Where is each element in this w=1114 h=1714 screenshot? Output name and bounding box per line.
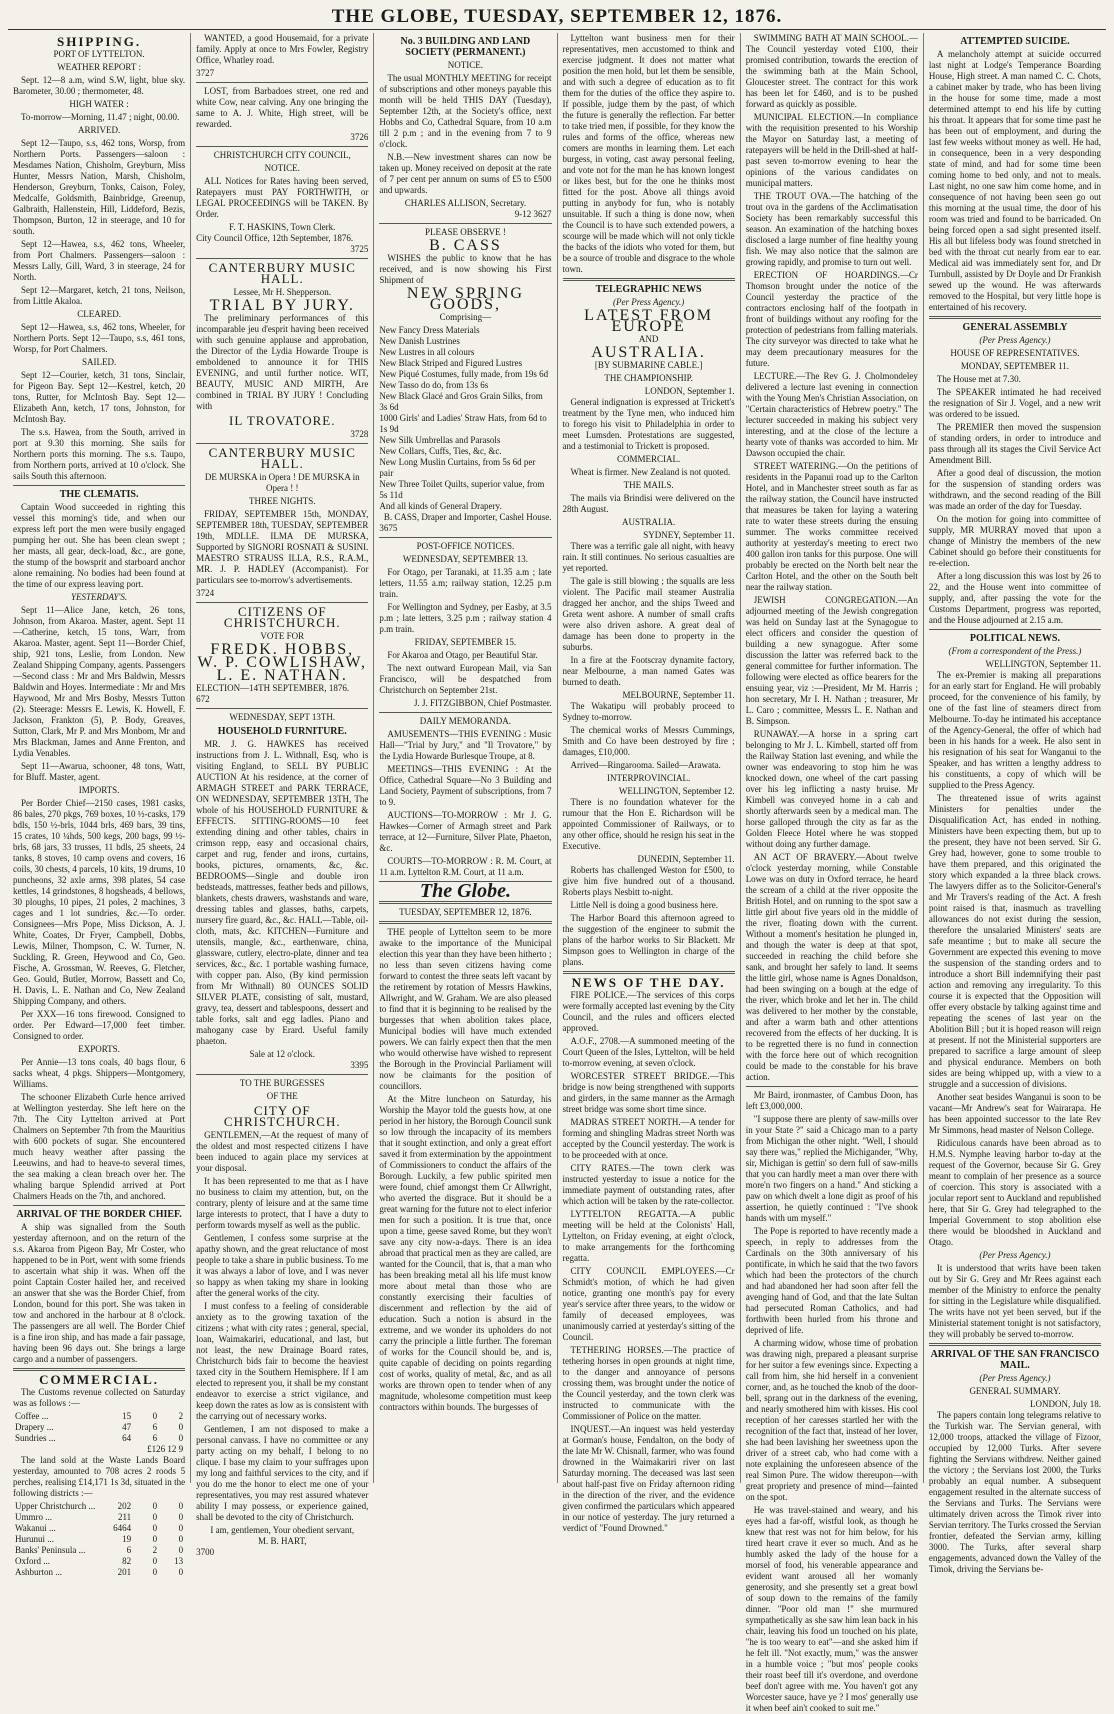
news-text-3: WORCESTER STREET BRIDGE.—This bridge is now being strengthened with supports and girders, in the same manner as the Armagh street bridge was some short time since. [562, 1071, 735, 1114]
lecture-text: LECTURE.—The Rev G. J. Cholmondeley delivered a lecture last evening in connection with the Young Men's Christian Association, on "Certain characteristics of Hebrew poetry." The lecturer succeeded in making his subject very interesting, and at the close of the lecture a hearty vote of thanks was accorded to him. Mr Dawson occupied the chair. [745, 371, 918, 458]
column-3 [374, 33, 557, 1483]
wednesday-line: WEDNESDAY, SEPT 13TH. [229, 712, 336, 722]
vote-for: VOTE FOR [260, 631, 305, 641]
goods-item: New Danish Lustrines [379, 336, 460, 346]
aus-title: AUSTRALIA. [621, 517, 676, 527]
land-roods: 0 [152, 1556, 158, 1566]
building-text: The usual MONTHLY MEETING for receipt of subscriptions and other moneys payable this month will be held THIS DAY (Tuesday), September 12th, at the Society's office, next Hobbs and Co, Cathedral Square, from 10 a.m till 2 p.m ; and in the evening from 7 to 9 o'clock. [379, 73, 552, 149]
council-text: ALL Notices for Rates having been served, Ratepayers must PAY FORTHWITH, or LEGAL PROCEEDINGS will be TAKEN. By Order. [196, 176, 369, 219]
table-row [13, 1411, 185, 1422]
land-district: Banks' Peninsula ... [15, 1545, 86, 1555]
land-acres: 6 [126, 1545, 132, 1555]
nights-number: 3724 [196, 588, 215, 598]
divider [379, 712, 551, 713]
land-acres: 201 [117, 1567, 132, 1577]
three-nights: THREE NIGHTS. [249, 496, 316, 506]
building-sign: CHARLES ALLISON, Secretary. [404, 198, 527, 208]
jewish-text: JEWISH CONGREGATION.—An adjourned meeting of the Jewish congregation was held on Sunday last at the Synagogue to elect officers and consider the question of building a new synagogue. After some discussion the latter was referred back to the general committee for further information. The following were elected as office bearers for the ensuing year, viz :—President, Mr M. Harris ; hon secretary, Mr I. H. Nathan ; treasurer, Mr L. Caro ; committee, Messrs L. E. Nathan and B. Simpson. [745, 595, 918, 726]
hoarding-text: ERECTION OF HOARDINGS.—Cr Thomson brought under the notice of the Council yesterday the practice of the contractors enclosing half of the footpath in front of buildings without any roofing for the protection of pedestrians from falling materials. The city surveyor was directed to take what he may deem precautionary measures for the future. [745, 270, 918, 368]
of-the: OF THE [266, 1091, 298, 1101]
trial-by-jury: TRIAL BY JURY. [209, 297, 355, 314]
music-hall-number: 3728 [350, 429, 369, 439]
suicide-text: A melancholy attempt at suicide occurred last night at Lodge's Temperance Boarding House, High street. A man named C. C. Chots, a cabinet maker by trade, who has been living in the house for some time, made a most determined attempt to end his life by cutting his throat. It appears that for some time past he has been out of employment, and during the last few weeks without money as well. He had, in consequence, been in a very desponding state of mind, and had for some time been coming home to bed only, and not to meals. Last night, no one saw him come home, and in consequence of not having been seen go out this morning at the usual time, the door of his room was tried and found to be barricaded. On being forced open a sad sight presented itself. His all but lifeless body was found stretched in bed with the throat cut nearly from ear to ear. Medical aid was immediately sent for, and Dr Turnbull, assisted by Dr Doyle and Dr Frankish sewed up the wound. He was afterwards removed to the Hospital, but very little hope is entertained of his recovery. [928, 49, 1102, 312]
murska-line: DE MURSKA in Opera ! DE MURSKA in Opera ! ! [204, 472, 360, 493]
council-number: 3725 [350, 244, 369, 254]
imports-text-2: Per XXX—16 tons firewood. Consigned to order. Per Edward—17,000 feet timber. Consigned to order. [13, 1009, 186, 1041]
political-text-2: The threatened issue of writs against Ministers for penalties under the Disqualification Act, has ended in nothing. Ministers have been expecting them, but up to the present, they have not been served. Sir G. Grey had, however, gone to some trouble to have them prepared, and this originated the story which expanded a la three black crows. The lawyers differ as to the Solicitor-General's and Mr Travers's reading of the Act. A fresh point raised is that, inasmuch as travelling allowances do not exist during the session, therefore the unsalaried Ministers' seats are safe meantime ; but to make all secure the Government are expected this evening to move the suspension of the standing orders and to introduce a short Bill indemnifying their past action and removing any irregularity. To this course it is expected that the Opposition will offer every obstacle by talking against time and repeating the scenes of last year on the Abolition Bill ; but it is hoped reason will reign at present. If not the Ministerial supporters are prepared to sacrifice a large amount of sleep and physical endurance. Members on both sides are being whipped up, with a view to a struggle and a succession of divisions. [928, 793, 1102, 1089]
burgesses-text-4: I must confess to a feeling of considerable anxiety as to the growing taxation of the citizens ; what with city rates ; general, special, loan, Waimakariri, educational, and last, but not least, the new Drainage Board rates, Christchurch bids fair to become the heaviest taxed city in the Southern Hemisphere. If I am elected to represent you, it shall be my constant endeavor to exercise a strict vigilance, and keep down the rates as low as is consistent with the carrying out of necessary works. [196, 1301, 369, 1421]
house-title: HOUSE OF REPRESENTATIVES. [950, 348, 1080, 358]
land-district: Hurunui ... [15, 1534, 54, 1544]
mails-title: THE MAILS. [623, 480, 674, 490]
table-row [13, 1534, 185, 1545]
muni-text: MUNICIPAL ELECTION.—In compliance with the requisition presented to his Worship the Mayor on Saturday last, a meeting of ratepayers will be held in the Drill-shed at half-past seven to-morrow evening to hear the opinions of the various candidates on municipal matters. [745, 112, 918, 188]
land-perches: 0 [178, 1501, 184, 1511]
bath-text: SWIMMING BATH AT MAIN SCHOOL.—The Council yesterday voted £100, their promised contribution, towards the erection of the swimming bath at the Main School, Gloucester street. The contract for this work has been let for £460, and is to be pushed forward as quickly as possible. [745, 33, 918, 109]
customs-pence: 0 [178, 1422, 184, 1432]
high-water-head: HIGH WATER : [69, 99, 129, 109]
memo-text-2: MEETINGS—THIS EVENING : At the Office, Cathedral Square—No 3 Building and Land Society, Payment of subscriptions, from 7 to 9. [379, 764, 552, 807]
arrived-text-3: Sept 12—Margaret, ketch, 21 tons, Neilson, from Little Akaloa. [13, 285, 186, 306]
comm-text: Wheat is firmer. New Zealand is not quoted. [570, 467, 731, 477]
customs-item: Sundries ... [15, 1433, 56, 1443]
building-notice: NOTICE. [447, 60, 484, 70]
cable-line: [BY SUBMARINE CABLE.] [594, 360, 703, 370]
tramp-text: He was travel-stained and weary, and his eyes had a far-off, wistful look, as though he knew that rest was not for him below, for his tired heart crave it ever so much. And as he humbly asked the lady of the house for a morsel of food, his venerable appearance and evident want aroused all her womanly generosity, and she presently set a great bowl of soup down to the remains of the family dinner. "Poor old man !" she murmured sympathetically as she saw him lean back in his chair, leaving his food un touched on his plate, "he is too weary to eat"—and she asked him if he felt ill. "Not exactly, mum," was the answer in a humble voice ; "but mos' people cooks their roast beef till it's overdone, and overdone beef don't agree with me. You haven't got any Worcester sauce, have ye ? I mos' generally use it when beef ain't cooked to suit me." [745, 1505, 918, 1713]
customs-item: Coffee ... [15, 1411, 49, 1421]
globe-date: TUESDAY, SEPTEMBER 12, 1876. [399, 907, 532, 917]
goods-item: New Fancy Dress Materials [379, 325, 480, 335]
cleared-head: CLEARED. [77, 309, 121, 319]
land-district: Oxford ... [15, 1556, 50, 1566]
saw-mill-text: "I suppose there are plenty of saw-mills over in your State ?" said a Chicago man to a party from Michigan the other night. "Well, I should say there was," replied the Michigander, "Why, sir, Michigan is gettin' so dern full of saw-mills that you can hardly meet a man over there with more'n two fingers on a hand." And sticking a paw on which dwelt a lone digit as proof of his assertion, he quietly continued : "I've shook hands with um myself." [745, 1114, 918, 1223]
divider [379, 537, 551, 538]
land-acres: 211 [118, 1512, 132, 1522]
summary-date: LONDON, July 18. [1030, 1399, 1102, 1409]
and-line: AND [638, 334, 659, 344]
leader-text-2: At the Mitre luncheon on Saturday, his Worship the Mayor told the guests how, at one period in her history, the Borough Council sunk so low through the incapacity of its members that it sought extinction, and only a great effort saved it from extermination by the appointment of Commissioners to conduct the affairs of the Borough. Luckily, a few public spirited men were found, chief amongst them Cr Allwright, who averted the disgrace. But it should be a great warning for the future not to elect inferior men for such a position. It is true that, once upon a time, geese saved Rome, but they won't save any city now-a-days. There is an idea abroad that practical men as they are called, are wanted for the Council, that is, that a man who has been breaking metal all his life must know more about metal than those who are constantly exercising their faculties of discernment and reflection by the aid of education. Such a notion is absurd in the extreme, and we wonder its upholders do not carry the principle a little further. The foreman of works for the Council should be, and is, quite capable of deciding on points regarding cost of works, quality of metal, &c, and as all works are thrown open to tender when of any magnitude, wholesome competition must keep contractors within bounds. The burgesses of [379, 1094, 552, 1412]
news-title: NEWS OF THE DAY. [571, 975, 726, 990]
building-number: 9-12 3627 [514, 209, 552, 219]
candidate-1: FREDK. HOBBS, [210, 641, 355, 658]
goods-item: 1000 Girls' and Ladies' Straw Hats, from 6d to 1s 9d [379, 413, 547, 434]
mails-text: The mails via Brindisi were delivered on the 28th August. [562, 493, 735, 514]
land-acres: 19 [122, 1534, 132, 1544]
widow-text: A charming widow, whose time of probation was drawing nigh, prepared a pleasant surprise for her suitor a few evenings since. Expecting a call from him, she hid herself in a convenient corner, and, as he touched the knob of the door-bell, sprang out in the darkness of the evening, and nearly smothered him with kisses. His cool reception of her caresses startled her with the recognition of the fact that, instead of her lover, she had been lavishing her sweetness upon the driver of a street cab, who had come with a note explaining the unforeseen absence of the real Simon Pure. The widow thereupon—with great propriety and presence of mind—fainted on the spot. [745, 1338, 918, 1502]
table-row [13, 1556, 185, 1567]
please-observe: PLEASE OBSERVE ! [425, 227, 506, 237]
land-acres: 202 [117, 1501, 132, 1511]
burgesses-text-2: It has been represented to me that as I have no business to claim my attention, but, on the contrary, plenty of leisure and at the same time large interests to protect, that I have a duty to perform towards myself as well as the public. [196, 1176, 369, 1230]
exports-head: EXPORTS. [78, 1044, 120, 1054]
san-francisco-title: ARRIVAL OF THE SAN FRANCISCO MAIL. [930, 1349, 1100, 1371]
comprising: Comprising— [439, 312, 492, 322]
clematis-title: THE CLEMATIS. [59, 489, 139, 500]
yesterday-text: Sept 11—Alice Jane, ketch, 26 tons, Johnson, from Akaroa. Master, agent. Sept 11—Catherine, ketch, 15 tons, Warr, from Akaroa. Master, agent. Sept 11—Border Chief, ship, 921 tons, Leslie, from London. New Zealand Shipping Company, agents. Passengers—Second class : Mr and Mrs Baldwin, Messrs Baldwin and Hoyes. Intermediate : Mr and Mrs Haywood, Mr and Mrs Bosby, Messrs Tutton (2). Steerage: Messrs E. Lewis, K. Howell, F. Jackson, Frankton (5), P. Body, Greaves, Sutton, Clark, Mr P. and Mrs Monbom, Mr and Mrs Blackman, James and Anne Frenton, and Lydia Venables. [13, 605, 186, 758]
baird-text: Mr Baird, ironmaster, of Cambus Doon, has left £3,000,000. [745, 1090, 918, 1111]
land-roods: 2 [152, 1545, 158, 1555]
goods-item: New Black Glacé and Gros Grain Silks, from 3s 6d [379, 391, 543, 412]
divider [379, 223, 551, 224]
latest-from-europe: LATEST FROM EUROPE [584, 307, 714, 335]
political-sub: (From a correspondent of the Press.) [948, 646, 1082, 656]
land-perches: 0 [178, 1534, 184, 1544]
inter-date: WELLINGTON, September 12. [618, 786, 735, 796]
post-title: POST-OFFICE NOTICES. [416, 541, 515, 551]
political-date: WELLINGTON, September 11. [985, 659, 1102, 669]
land-district: Upper Christchurch ... [15, 1501, 96, 1511]
table-row [13, 1433, 185, 1444]
political-text-4: Ridiculous canards have been abroad as to H.M.S. Nymphe leaving harbor to-day at the request of the Governor, because Sir G. Grey meant to complain of her presence as a source of coercion. This story is associated with a jocular report sent to Auckland and republished here, that Sir G. Grey had telegraphed to the Imperial Government to stop abolition else there would be bloodshed in Auckland and Otago. [928, 1138, 1102, 1247]
bravery-text: AN ACT OF BRAVERY.—About twelve o'clock yesterday morning, while Constable Lowe was on duty in Oxford terrace, he heard the scream of a child at the river opposite the British Hotel, and on running to the spot saw a little girl about five years old in the middle of the river, floating down with the current. Without a moment's hesitation he plunged in, and though the water is deep at that spot, succeeded in reaching the child before she sank, and brought her safely to land. It seems the little girl, whose name is Agnes Donaldson, had been swinging on a bough at the edge of the river, which broke and let her in. The child was delivered to her mother by the constable, and after a warm bath and other attentions recovered from the effects of her ducking. It is to be regretted there is no fund in connection with the force here out of which recognition could be made to the constable for his brave action. [745, 852, 918, 1082]
post-sign: J. J. FITZGIBBON, Chief Postmaster. [414, 698, 552, 708]
divider [196, 602, 368, 603]
table-row [13, 1523, 185, 1534]
aus-text-3: In a fire at the Footscray dynamite factory, near Melbourne, a man named Gates was burned to death. [562, 655, 735, 687]
trout-text: THE TROUT OVA.—The hatching of the trout ova in the gardens of the Acclimatisation Society has been remarkably successful this season. An examination of the hatching boxes disclosed a large number of fine healthy young fish. We may also notice that the salmon are growing rapidly, and promise to turn out well. [745, 191, 918, 267]
signer: M. B. HART, [257, 1536, 307, 1546]
imports-head: IMPORTS. [78, 785, 120, 795]
suicide-title: ATTEMPTED SUICIDE. [960, 36, 1070, 47]
inter-text-3: Little Nell is doing a good business here. [570, 900, 718, 910]
council-date: City Council Office, 12th September, 1876. [196, 233, 354, 243]
divider [13, 485, 185, 486]
lost-ad-number: 3726 [350, 132, 369, 142]
candidate-3: L. E. NATHAN. [216, 667, 348, 684]
candidate-2: W. P. COWLISHAW, [197, 654, 368, 671]
aus-text-2: The gale is still blowing ; the squalls are less violent. The Pacific mail steamer Australia dragged her anchor, and the ships Tweed and Greta went ashore. A number of small crafts were also driven ashore. A great deal of damage has been done to property in the suburbs. [562, 576, 735, 652]
building-title: No. 3 BUILDING AND LAND SOCIETY (PERMANENT.) [400, 36, 531, 58]
citizens-title: CITIZENS OF CHRISTCHURCH. [223, 604, 341, 630]
land-roods: 0 [152, 1523, 158, 1533]
sailed-head: SAILED. [81, 357, 117, 367]
exports-text: Per Annie—13 tons coals, 40 bags flour, 6 sacks wheat, 4 pkgs. Shippers—Montgomery, Williams. [13, 1057, 186, 1089]
memo-title: DAILY MEMORANDA. [419, 716, 512, 726]
news-text-5: CITY RATES.—The town clerk was instructed yesterday to issue a notice for the immediate payment of outstanding rates, after which action will be taken by the rate-collector. [562, 1163, 735, 1206]
divider [379, 921, 551, 924]
inter-title: INTERPROVINCIAL. [606, 773, 691, 783]
music-hall-text: The preliminary performances of this incomparable jeu d'esprit having been received with such genuine applause and approbation, the Director of the Lydia Howarde Troupe is emboldened to announce it for THIS EVENING, and until further notice. WIT, BEAUTY, MUSIC AND MIRTH, Are combined in TRIAL BY JURY ! Concluding with [196, 313, 369, 411]
city-title: CITY OF CHRISTCHURCH. [223, 1103, 341, 1129]
champ-date: LONDON, September 1. [644, 386, 735, 396]
political-text-3: Another seat besides Wanganui is soon to be vacant—Mr Andrew's seat for Wairarapa. He has been appointed successor to the late Rev Mr Simmons, head master of Nelson College. [928, 1092, 1102, 1135]
divider [929, 1343, 1101, 1346]
leader-continued: Lyttelton want business men for their representatives, men accustomed to think and exercise judgment. It does not matter what position the men hold, but let them be sensible, and with such a degree of education as to fit them for the duties of the office they aspire to. If possible, judge them by the past, of which the future is generally the reflection. Far better to take tried men, if possible, for they know the rules and forms of the office, whereas new comers are months in learning them. Let each burgess, in voting, cast away personal feeling, and vote not for the man he has known longest or likes best, but for the one he thinks most fitted for the post. Above all things avoid putting in anybody for fun, who is notably unsuitable. If such a thing is done now, when the Council is to have such extended powers, a scourge will be made which will not only tickle the backs of the idiots who voted for them, but be a source of trouble and disgrace to the whole town. [562, 33, 735, 274]
divider [13, 1368, 185, 1371]
table-row [13, 1567, 185, 1578]
arrived-head: ARRIVED. [77, 125, 121, 135]
leader-text-1: THE people of Lyttelton seem to be more awake to the importance of the Municipal election this year than they have been hitherto ; no less than seven citizens having come forward to contest the three seats left vacant by the retirement by rotation of Messrs Hawkins, Allwright, and W. Graham. We are also pleased to find that it is beginning to be realised by the burgesses that when abolition takes place, Municipal bodies will have much extended powers. We can fairly expect then that the men who would otherwise have wished to represent the Borough in the Provincial Parliament will now be claimants for the position of councillors. [379, 927, 552, 1091]
cass-sign: B. CASS, Draper and Importer, Cashel House. [383, 512, 552, 522]
divider [196, 146, 368, 147]
customs-pounds: 47 [122, 1422, 132, 1432]
champ-text: General indignation is expressed at Trickett's treatment by the Tyne men, who induced him to forego his visit to Philadelphia in order to meet Lumsden. Protestations are suggested, and a testimonial to Trickett is proposed. [562, 397, 735, 451]
shipping-title: SHIPPING. [57, 34, 142, 49]
cass-text: WISHES the public to know that he has received, and is now showing his First Shipment of [379, 253, 552, 285]
burgesses-text-1: GENTLEMEN,—At the request of many of the oldest and most respected citizens I have been induced to again place my services at your disposal. [196, 1130, 369, 1173]
goods-item: And all kinds of General Drapery. [379, 501, 502, 511]
land-acres: 82 [122, 1556, 132, 1566]
land-perches: 0 [178, 1567, 184, 1577]
high-water-text: To-morrow—Morning, 11.47 ; night, 00.00. [21, 112, 180, 122]
divider [13, 1205, 185, 1206]
household-title: HOUSEHOLD FURNITURE. [217, 726, 347, 737]
music-hall-title: CANTERBURY MUSIC HALL. [208, 260, 356, 286]
sale-line: Sale at 12 o'clock. [249, 1049, 316, 1059]
table-row [13, 1512, 185, 1523]
aus-date: SYDNEY, September 11. [643, 530, 735, 540]
land-district: Wakanui ... [15, 1523, 56, 1533]
inter-dunedin: DUNEDIN, September 11. [637, 854, 735, 864]
arrived-text: Sept 12—Taupo, s.s, 462 tons, Worsp, from Northern Ports. Passengers—saloon : Mesdames Nation, Chisholm, Greyburn, Miss Hunter, Messrs Nation, Marsh, Chisholm, Henderson, Greyburn, Tonks, Caison, Foley, Medcalfe, Goldsmith, Bainbridge, Greenup, Galbraith, Hallenstein, Hill, Liddeford, Bezis, Thompson, Burton, 12 in steerage, and 10 for south. [13, 138, 186, 236]
weather-text: Sept. 12—8 a.m, wind S.W, light, blue sky. Barometer, 30.00 ; thermometer, 48. [13, 75, 186, 96]
news-text-7: CITY COUNCIL EMPLOYEES.—Cr Schmidt's motion, of which he had given notice, granting one month's pay for every year's service after three years, to the widow or family of deceased employees, was unanimously carried at yesterday's sitting of the Council. [562, 1266, 735, 1342]
land-perches: 13 [174, 1556, 184, 1566]
spring-goods: NEW SPRING GOODS, [406, 285, 524, 313]
divider [196, 82, 368, 83]
land-district: Ashburton ... [15, 1567, 62, 1577]
memo-text-3: AUCTIONS—TO-MORROW : Mr J. G. Hawkes—Corner of Armagh street and Park terrace, at 12—Furniture, Silver Plate, Phaeton, &c. [379, 810, 552, 853]
runaway-text: RUNAWAY.—A horse in a spring cart belonging to Mr J. L. Kimbell, started off from the Railway Station last evening, and while the owner was endeavoring to stop him he was knocked down, one wheel of the cart passing over his leg inflicting a nasty bruise. Mr Kimbell was conveyed home in a cab and shortly afterwards seen by a medical man. The horse galloped through the city as far as the Golden Fleece Hotel where he was stopped without doing any further damage. [745, 729, 918, 849]
news-text-9: INQUEST.—An inquest was held yesterday at Gorman's house, Fendalton, on the body of the late Mr W. Chisnall, farmer, who was found drowned in the Waimakariri river on last Saturday morning. The deceased was last seen about half-past five on Friday afternoon riding in the direction of the river, and the evidence given confirmed the particulars which appeared in our notice of yesterday. The jury returned a verdict of "Found Drowned." [562, 1424, 735, 1533]
divider [563, 971, 735, 974]
land-district: Ummro ... [15, 1512, 52, 1522]
australia-heading: AUSTRALIA. [591, 344, 706, 361]
burgesses-title: TO THE BURGESSES [239, 1078, 325, 1088]
nights-text: FRIDAY, SEPTEMBER 15th, MONDAY, SEPTEMBER 18th, TUESDAY, SEPTEMBER 19th, MDLLE. ILMA DE MURSKA, Supported by SIGNORI ROSNATI & SUSINI. MAESTRO STRAUSS ILLA, R.S., R.A.M., MR. J. P. HADLEY (Accompanist). For particulars see to-morrow's advertisements. [196, 509, 369, 585]
news-text-1: FIRE POLICE.—The services of this corps were formally accepted last evening by the City Council, and the rules and officers elected approved. [562, 990, 735, 1033]
post-text-4: The next outward European Mail, via San Francisco, will be despatched from Christchurch on September 21st. [379, 663, 552, 695]
customs-pence: 2 [178, 1411, 184, 1421]
goods-item: New Collars, Cuffs, Ties, &c, &c. [379, 446, 502, 456]
column-1 [8, 33, 191, 1577]
per-press-2: (Per Press Agency.) [979, 1373, 1051, 1383]
customs-pence: 0 [178, 1433, 184, 1443]
assembly-text-2: The SPEAKER intimated he had received the resignation of Sir J. Vogel, and a new writ was ordered to be issued. [928, 387, 1102, 419]
political-title: POLITICAL NEWS. [969, 633, 1060, 644]
pope-text: The Pope is reported to have recently made a speech, in reply to addresses from the Cardinals on the 30th anniversary of his pontificate, in which he said that the two favors which had been the protectors of the church and had abandoned her had soon after fell the avenging hand of God, and that the late Sultan had persecuted Roman Catholics, and had forthwith been hurled from his throne and deprived of life. [745, 1226, 918, 1335]
port-title: PORT OF LYTTELTON. [53, 49, 145, 59]
lost-ad: LOST, from Barbadoes street, one red and white Cow, near calving. Any one bringing the same to A. J. White, High street, will be rewarded. [196, 86, 369, 129]
council-sign: F. T. HASKINS, Town Clerk. [229, 222, 336, 232]
aus-melbourne: MELBOURNE, September 11. [622, 690, 735, 700]
news-text-8: TETHERING HORSES.—The practice of tethering horses in open grounds at night time, to the danger and annoyance of persons crossing them, was brought under the notice of the Council yesterday, and the town clerk was instructed to communicate with the Commissioner of Police on the matter. [562, 1345, 735, 1421]
memo-text-4: COURTS—TO-MORROW : R. M. Court, at 11 a.m. Lyttelton R.M. Court, at 11 a.m. [379, 856, 552, 877]
column-2 [191, 33, 374, 1557]
divider [563, 278, 735, 281]
divider [196, 708, 368, 709]
election-date: ELECTION—14TH SEPTEMBER, 1876. [196, 683, 350, 693]
inter-text-2: Roberts has challenged Weston for £500, to give him five hundred out of a thousand. Roberts plays Nesbitt to-night. [562, 865, 735, 897]
land-text: The land sold at the Waste Lands Board yesterday, amounted to 708 acres 2 roods 5 perches, realising £14,171 1s 3d, situated in the following districts :— [13, 1455, 186, 1498]
sale-number: 3395 [350, 1060, 369, 1070]
divider [196, 258, 368, 259]
customs-shillings: 0 [152, 1411, 158, 1421]
divider [746, 1086, 918, 1087]
assembly-text-1: The House met at 7.30. [936, 374, 1021, 384]
arrived-text-2: Sept 12—Hawea, s.s, 462 tons, Wheeler, from Port Chalmers. Passengers—saloon : Messrs Lally, Gill, Ward, 3 in steerage, 24 for North. [13, 239, 186, 282]
border-chief-title: ARRIVAL OF THE BORDER CHIEF. [16, 1209, 182, 1220]
inter-text-1: There is no foundation whatever for the rumour that the Hon E. Richardson will be appointed Commissioner of Railways, or to any other office, should he resign his seat in the Executive. [562, 797, 735, 851]
customs-text: The Customs revenue collected on Saturday was as follows :— [13, 1387, 186, 1408]
weather-head: WEATHER REPORT : [57, 62, 141, 72]
hawea-text: The s.s. Hawea, from the South, arrived in port at 9.30 this morning. She sails for Northern ports this morning. The s.s. Taupo, from Northern ports, arrived at 10 o'clock. She sails South this afternoon. [13, 427, 186, 481]
summary-title: GENERAL SUMMARY. [969, 1386, 1061, 1396]
cleared-text: Sept 12—Hawea, s.s, 462 tons, Wheeler, for Northern Ports. Sept 12—Taupo, s.s, 461 tons, Worsp, for Port Chalmers. [13, 322, 186, 354]
goods-item: New Three Toilet Quilts, superior value, from 5s 11d [379, 479, 545, 500]
news-text-4: MADRAS STREET NORTH.—A tender for forming and shingling Madras street North was accepted by the Council yesterday. The work is to be proceeded with at once. [562, 1117, 735, 1160]
council-title: CHRISTCHURCH CITY COUNCIL, [213, 150, 351, 160]
aus-text-4: The Wakatipu will probably proceed to Sydney to-morrow. [562, 701, 735, 722]
telegraphic-title: TELEGRAPHIC NEWS [595, 284, 702, 295]
assembly-title: GENERAL ASSEMBLY [962, 322, 1068, 333]
aus-text-6: Arrived—Ringarooma. Sailed—Arawata. [570, 760, 721, 770]
customs-table [13, 1411, 185, 1455]
divider [929, 316, 1101, 319]
post-wednesday: WEDNESDAY, SEPTEMBER 13. [402, 554, 528, 564]
masthead: THE GLOBE, TUESDAY, SEPTEMBER 12, 1876. [331, 6, 783, 27]
divider [196, 1074, 368, 1075]
council-notice: NOTICE. [264, 163, 300, 173]
land-acres: 6464 [113, 1523, 132, 1533]
election-number: 672 [196, 694, 210, 704]
building-nb: N.B.—New investment shares can now be taken up. Money received on deposit at the rate of 7 per cent per annum on sums of £5 to £500 and upwards. [379, 152, 552, 195]
goods-item: New Tasso do do, from 13s 6s [379, 380, 489, 390]
table-row [13, 1545, 185, 1556]
aus-text-5: The chemical works of Messrs Cummings, Smith and Co have been destroyed by fire ; damages, £10,000. [562, 725, 735, 757]
border-chief-text: A ship was signalled from the South yesterday afternoon, and on the return of the s.s. Akaroa from Pigeon Bay, Mr Coster, who happened to be in Port, went with some friends to ascertain what ship it was. When off the point Captain Coster hailed her, and received an answer that she was the Border Chief, from London, bound for this port. She was taken in tow and anchored in the harbour at 8 o'clock. The passengers are all well. The Border Chief is a fine iron ship, and has made a fair passage, having been 96 days out. She brings a large cargo and a number of passengers. [13, 1222, 186, 1364]
goods-list [379, 325, 551, 512]
trovatore: IL TROVATORE. [229, 413, 336, 428]
land-roods: 0 [152, 1512, 158, 1522]
burgesses-text-5: Gentlemen, I am not disposed to make a personal canvass. I have no committee or any party acting on my behalf, I belong to no clique. I base my claim to your suffrages upon my long and faithful services to the city, and if you do me the honor to elect me one of your representatives, you may rest assured whatever ability I may possess, or experience gained, shall be devoted to the city of Christchurch. [196, 1424, 369, 1522]
music-hall-2-title: CANTERBURY MUSIC HALL. [208, 445, 356, 471]
post-text-2: For Wellington and Sydney, per Easby, at 3.5 p.m ; late letters, 3.25 p.m ; railway station 4 p.m train. [379, 602, 552, 634]
burgesses-text-3: Gentlemen, I confess some surprise at the apathy shown, and the great reluctance of most people to take a share in public business. To me it was always a labor of love, and I was never so happy as when taking my share in looking after the general works of the city. [196, 1233, 369, 1298]
assembly-text-5: On the motion for going into committee of supply, MR MURRAY moved that upon a change of Ministry the members of the new Cabinet should go before their constituents for re-election. [928, 514, 1102, 568]
table-row [13, 1444, 185, 1455]
divider [929, 629, 1101, 630]
land-table [13, 1501, 185, 1578]
customs-shillings: 6 [152, 1433, 158, 1443]
assembly-text-6: After a long discussion this was lost by 26 to 22, and the House went into committee of supply, and, after passing the vote for the Customs Department, progress was reported, and the House adjourned at 2.15 a.m. [928, 571, 1102, 625]
clematis-text: Captain Wood succeeded in righting this vessel this morning's tide, and when our express left port the men were busily engaged pumping her out. She has been clean swept ; her masts, all gear, deck-load, &c., are gone, the stump of the bowsprit and starboard anchor alone remaining. No bodies had been found at the time of our express leaving port. [13, 502, 186, 589]
land-perches: 0 [178, 1523, 184, 1533]
land-perches: 0 [178, 1545, 184, 1555]
news-text-2: A.O.F., 2708.—A summoned meeting of the Court Queen of the Isles, Lyttelton, will be held to-morrow evening, at seven o'clock. [562, 1036, 735, 1068]
goods-item: New Silk Umbrellas and Parasols [379, 435, 501, 445]
customs-total: £126 12 9 [147, 1444, 184, 1454]
assembly-text-4: After a good deal of discussion, the motion for the suspension of standing orders was withdrawn, and the second reading of the Bill was made an order of the day for Tuesday. [928, 468, 1102, 511]
news-text-6: LYTTELTON REGATTA.—A public meeting will be held at the Colonists' Hall, Lyttelton, on Friday evening, at eight o'clock, to make arrangements for the forthcoming regatta. [562, 1209, 735, 1263]
aus-text-1: There was a terrific gale all night, with heavy rain. It still continues. No serious casualties are yet reported. [562, 541, 735, 573]
cass-number: 3675 [379, 523, 398, 533]
hart-number: 3700 [196, 1547, 215, 1557]
assembly-date: MONDAY, SEPTEMBER 11. [960, 361, 1070, 371]
divider [196, 443, 368, 444]
political-sub-2: (Per Press Agency.) [979, 1250, 1051, 1260]
table-row [13, 1422, 185, 1433]
wanted-ad-number: 3727 [196, 68, 215, 78]
memo-text-1: AMUSEMENTS—THIS EVENING : Music Hall—"Trial by Jury," and "Il Trovatore," by the Lydia Howarde Burlesque Troupe, at 8. [379, 729, 552, 761]
goods-item: New Piqué Costumes, fully made, from 19s 6d [379, 369, 549, 379]
wanted-ad: WANTED, a good Housemaid, for a private family. Apply at once to Mrs Fowler, Registry Office, Whatley road. [196, 33, 369, 65]
column-6 [924, 33, 1106, 1574]
land-roods: 0 [152, 1534, 158, 1544]
assembly-text-3: The PREMIER then moved the suspension of standing orders, in order to introduce and pass through all its stages the Civil Service Act Amendment Bill. [928, 422, 1102, 465]
sign-off: I am, gentlemen, Your obedient servant, [210, 1525, 355, 1535]
column-5 [741, 33, 924, 1713]
commercial-title: COMMERCIAL. [39, 1372, 160, 1387]
globe-title: The Globe. [419, 880, 511, 902]
columns [8, 33, 1106, 1713]
per-press: (Per Press Agency.) [612, 297, 685, 307]
inter-text-4: The Harbor Board this afternoon agreed to the suggestion of the engineer to submit the plans of the harbor works to Sir Blackett. Mr Simpson goes to Wellington in charge of the plans. [562, 913, 735, 967]
post-friday: FRIDAY, SEPTEMBER 15. [414, 637, 517, 647]
land-roods: 0 [152, 1567, 158, 1577]
post-text-3: For Akaroa and Otago, per Beautiful Star. [387, 650, 538, 660]
hawkes-text: MR. J. G. HAWKES has received instructions from J. L. Withnall, Esq, who is visiting England, to SELL BY PUBLIC AUCTION At his residence, at the corner of ARMAGH STREET and PARK TERRACE, ON WEDNESDAY, SEPTEMBER 13TH, The whole of his HOUSEHOLD FURNITURE & EFFECTS. SITTING-ROOMS—10 feet extending dining and other tables, chairs in crimson repp, easy and occasional chairs, carpet and rug, fender and irons, curtains, books, pictures, ornaments, &c, &c. BEDROOMS—Single and double iron bedsteads, mattresses, feather beds and pillows, blankets, chests drawers, washstands and ware, dressing tables and glasses, baths, carpets, nursery fire guard, &c., &c. HALL—Table, oil-cloth, mats, &c. KITCHEN—Furniture and utensils, mangle, &c., earthenware, china, glassware, cutlery, electro-plate, dinner and tea services, &c., &c. 1 portable washing furnace, with copper pan. Also, (By kind permission from Mr Withnall) 80 OUNCES SOLID SILVER PLATE, consisting of salt, mustard, gravy, tea, dessert and tablespoons, dessert and table forks, salt and egg ladles. Piano and mahogany case by Erard. Useful family phaeton. [196, 739, 369, 1046]
sailed2-text: Sept 11—Awarua, schooner, 48 tons, Watt, for Bluff. Master, agent. [13, 761, 186, 782]
summary-text: The papers contain long telegrams relative to the Turkish war. The Servian general, with 12,000 troops, attacked the village of Fizoor, occupied by 12,000 Turks. After severe fighting the Servians withdrew. Neither gained the victory ; the Servians lost 2000, the Turks probably an equal number. A subsequent engagement resulted in the alternate success of the Servians and Turks. The Servians were ultimately driven across the Timok river into Servian territory. The Turks crossed the Servian frontier, defeated the Servian army, killing 3000. The Turks, after several sharp engagements, advanced down the Valley of the Timok, driving the Servians be- [928, 1410, 1102, 1574]
champ-title: THE CHAMPIONSHIP. [604, 373, 693, 383]
column-4 [558, 33, 741, 1533]
per-press: (Per Press Agency.) [979, 335, 1051, 345]
goods-item: New Lustres in all colours [379, 347, 475, 357]
comm-title: COMMERCIAL. [616, 454, 681, 464]
customs-item: Drapery ... [15, 1422, 54, 1432]
masthead-rule [8, 29, 1106, 30]
yesterday-title: YESTERDAY'S. [70, 592, 128, 602]
sailed-text: Sept 12—Courier, ketch, 31 tons, Sinclair, for Pigeon Bay. Sept 12—Kestrel, ketch, 20 tons, Rutter, for McIntosh Bay. Sept 12—Elizabeth Ann, ketch, 17 tons, Johnston, for McIntosh Bay. [13, 370, 186, 424]
customs-pounds: 15 [122, 1411, 132, 1421]
music-hall-lessee: Lessee, Mr H. Shepperson. [233, 287, 331, 297]
cass-name: B. CASS [429, 237, 502, 254]
political-text-5: It is understood that writs have been taken out by Sir G. Grey and Mr Rees against each member of the Ministry to enforce the penalty for sitting in the Legislature while disqualified. The writs have not yet been served, but if the Ministerial statement tonight is not satisfactory, they will probably be served to-morrow. [928, 1263, 1102, 1339]
customs-shillings: 6 [152, 1422, 158, 1432]
goods-item: New Long Muslin Curtains, from 5s 6d per pair [379, 457, 536, 478]
imports-text: Per Border Chief—2150 cases, 1981 casks, 86 bales, 270 pkgs, 769 boxes, 10 ½-casks, 179 bdls, 150 ½-brls, 1044 brls, 469 bars, 39 tins, 15 crates, 10 ¼hds, 500 kegs, 200 bags, 99 ½-brls, 68 jars, 33 trusses, 11 bdls, 25 sheets, 24 tanks, 8 stoves, 10 camp ovens and covers, 16 coils, 30 chests, 4 parcels, 10 kits, 19 drums, 10 puncheons, 32 axle arms, 398 plates, 54 case kettles, 14 grindstones, 8 hogsheads, 4 bellows, 30 ploughs, 10 pipes, 21 poles, 2 machines, 3 cages and 1 lot sundries, &c.—To order. Consignees—Mrs Pope, Miss Dickson, A. J. White, Coates, Dr Fryer, Campbell, Dobbs, Lewis, Milner, Thompson, C. W. Turner, N. Suckling, R. Green, Heywood and Co, Geo. Fische, A. Grossman, W. Reeves, G. Fletcher, Geo. Gould, Butler, Morrow, Bassett and Co, H. Davis, L. E. Nathan and Co, New Zealand Shipping Company, and others. [13, 798, 186, 1006]
land-perches: 0 [178, 1512, 184, 1522]
schooner-text: The schooner Elizabeth Curle hence arrived at Wellington yesterday. She left here on the 7th. The City Lyttelton arrived at Port Chalmers on September 7th from the Mauritius with 600 pockets of sugar. She encountered much heavy weather after passing the Leeuwins, and had to heave-to several times, the sea making a clean breach over her. The whaling barque Splendid arrived at Port Chalmers Heads on the 7th, and anchored. [13, 1092, 186, 1201]
political-text-1: The ex-Premier is making all preparations for an early start for England. He will probably proceed, for the convenience of his family, by one of the fast line of steamers direct from Melbourne. To-day he intimated his acceptance of the Agency-General, the offer of which had been in his hands for a week. He also sent in his resignation of his seat for Wanganui to the Speaker, and has written a lengthy address to his constituents, a copy of which will be supplied to the Press Agency. [928, 670, 1102, 790]
goods-item: New Black Striped and Figured Lustres [379, 358, 523, 368]
street-text: STREET WATERING.—On the petitions of residents in the Papanui road up to the Carlton Hotel, and in Manchester street south as far as the railway station, the Council have instructed that measures be taken for laying a watering rate to water these streets during the ensuing summer. The works committee received authority at yesterday's meeting to erect two 400 gallon iron tanks for this purpose. One will probably be erected on the North belt near the Carlton Hotel, and the other on the South belt near the railway station. [745, 461, 918, 592]
customs-pounds: 64 [122, 1433, 132, 1443]
post-text-1: For Otago, per Taranaki, at 11.35 a.m ; late letters, 11.55 a.m; railway station, 12.25 p.m train. [379, 567, 552, 599]
land-roods: 0 [152, 1501, 158, 1511]
table-row [13, 1501, 185, 1512]
